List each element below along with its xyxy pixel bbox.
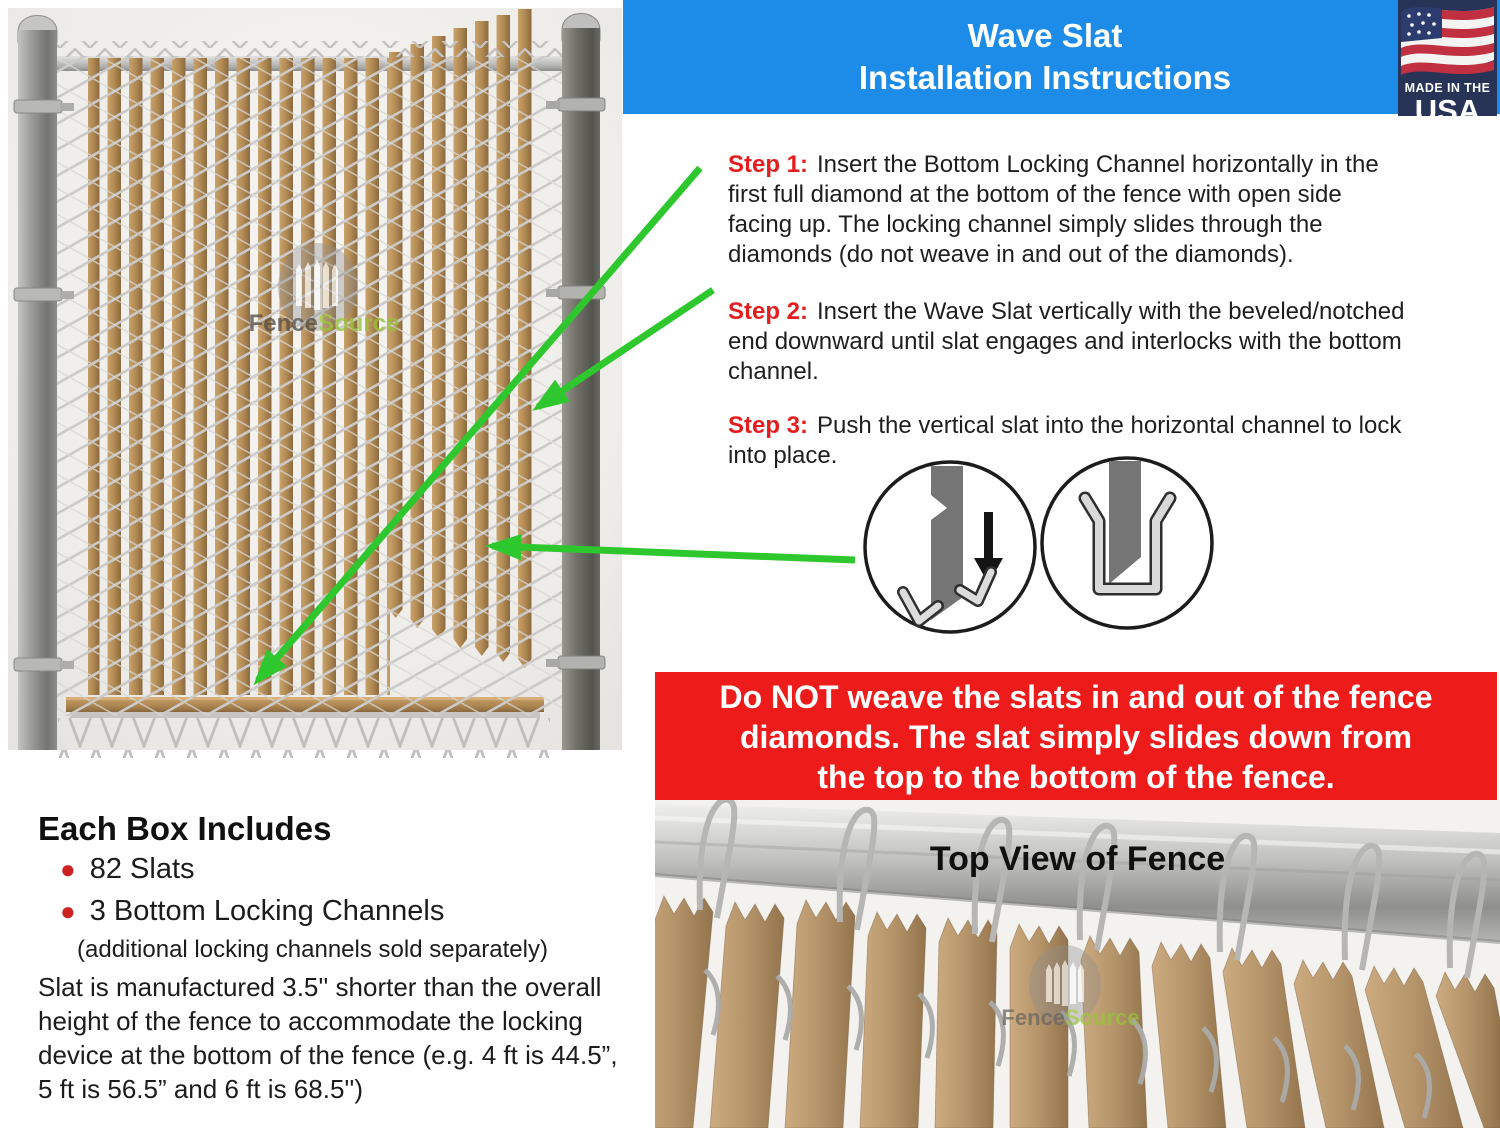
bullet-dot: ● xyxy=(60,896,76,926)
step-1 xyxy=(728,150,1488,270)
warning-banner xyxy=(655,672,1497,800)
page-title xyxy=(623,0,1467,114)
desc-line2: height of the fence to accommodate the locking xyxy=(38,1006,583,1036)
watermark-text-fence: Fence xyxy=(248,310,318,337)
warning-line1: Do NOT weave the slats in and out of the fence xyxy=(719,679,1433,715)
step-2 xyxy=(728,297,1488,387)
topview-title: Top View of Fence xyxy=(929,840,1226,878)
step-3 xyxy=(728,411,1488,471)
desc-line1: Slat is manufactured 3.5'' shorter than the overall xyxy=(38,972,602,1002)
step-3-label: Step 3: xyxy=(728,412,809,439)
desc-line3: device at the bottom of the fence (e.g. 4 ft is 44.5”, xyxy=(38,1040,618,1070)
step-1-line2: first full diamond at the bottom of the fence with open side xyxy=(728,181,1342,208)
box-includes-heading: Each Box Includes xyxy=(38,810,332,847)
bullet-dot: ● xyxy=(60,854,76,884)
step-2-line3: channel. xyxy=(728,358,819,385)
badge-made-in-the: MADE IN THE xyxy=(1404,81,1491,95)
down-arrow-icon xyxy=(974,512,1003,584)
chain-link-mesh xyxy=(54,41,566,758)
box-item-slats: ● 82 Slats xyxy=(60,853,195,885)
slat-height-description xyxy=(38,970,618,1106)
step-1-line3: facing up. The locking channel simply slides through the xyxy=(728,211,1323,238)
badge-usa: USA xyxy=(1414,93,1481,128)
us-flag-icon xyxy=(1398,0,1497,78)
step-3-line2: into place. xyxy=(728,442,838,469)
page-title-line2: Installation Instructions xyxy=(858,59,1232,96)
step-3-line1: Push the vertical slat into the horizontal channel to lock xyxy=(817,412,1402,439)
lock-diagram-locked xyxy=(1042,458,1212,628)
step-2-line2: end downward until slat engages and interlocks with the bottom xyxy=(728,328,1402,355)
step-1-line1: Insert the Bottom Locking Channel horizontally in the xyxy=(817,151,1379,178)
step-1-label: Step 1: xyxy=(728,151,809,178)
warning-line3: the top to the bottom of the fence. xyxy=(817,759,1335,795)
lock-diagram-insert xyxy=(865,462,1035,632)
warning-line2: diamonds. The slat simply slides down from xyxy=(739,719,1413,755)
step-1-line4: diamonds (do not weave in and out of the diamonds). xyxy=(728,241,1294,268)
box-note: (additional locking channels sold separately) xyxy=(77,936,548,963)
fence-photo xyxy=(0,0,630,760)
watermark-text-source: Source xyxy=(1065,1005,1140,1030)
box-item-channels: ● 3 Bottom Locking Channels xyxy=(60,895,445,927)
step-2-line1: Insert the Wave Slat vertically with the beveled/notched xyxy=(817,298,1405,325)
watermark-text-source: Source xyxy=(318,310,400,337)
desc-line4: 5 ft is 56.5” and 6 ft is 68.5'') xyxy=(38,1074,363,1104)
channel-prongs xyxy=(903,572,991,621)
made-in-usa-badge xyxy=(1398,0,1497,128)
watermark-text-fence: Fence xyxy=(1001,1005,1065,1030)
page-title-line1: Wave Slat xyxy=(967,17,1123,54)
step-2-label: Step 2: xyxy=(728,298,809,325)
